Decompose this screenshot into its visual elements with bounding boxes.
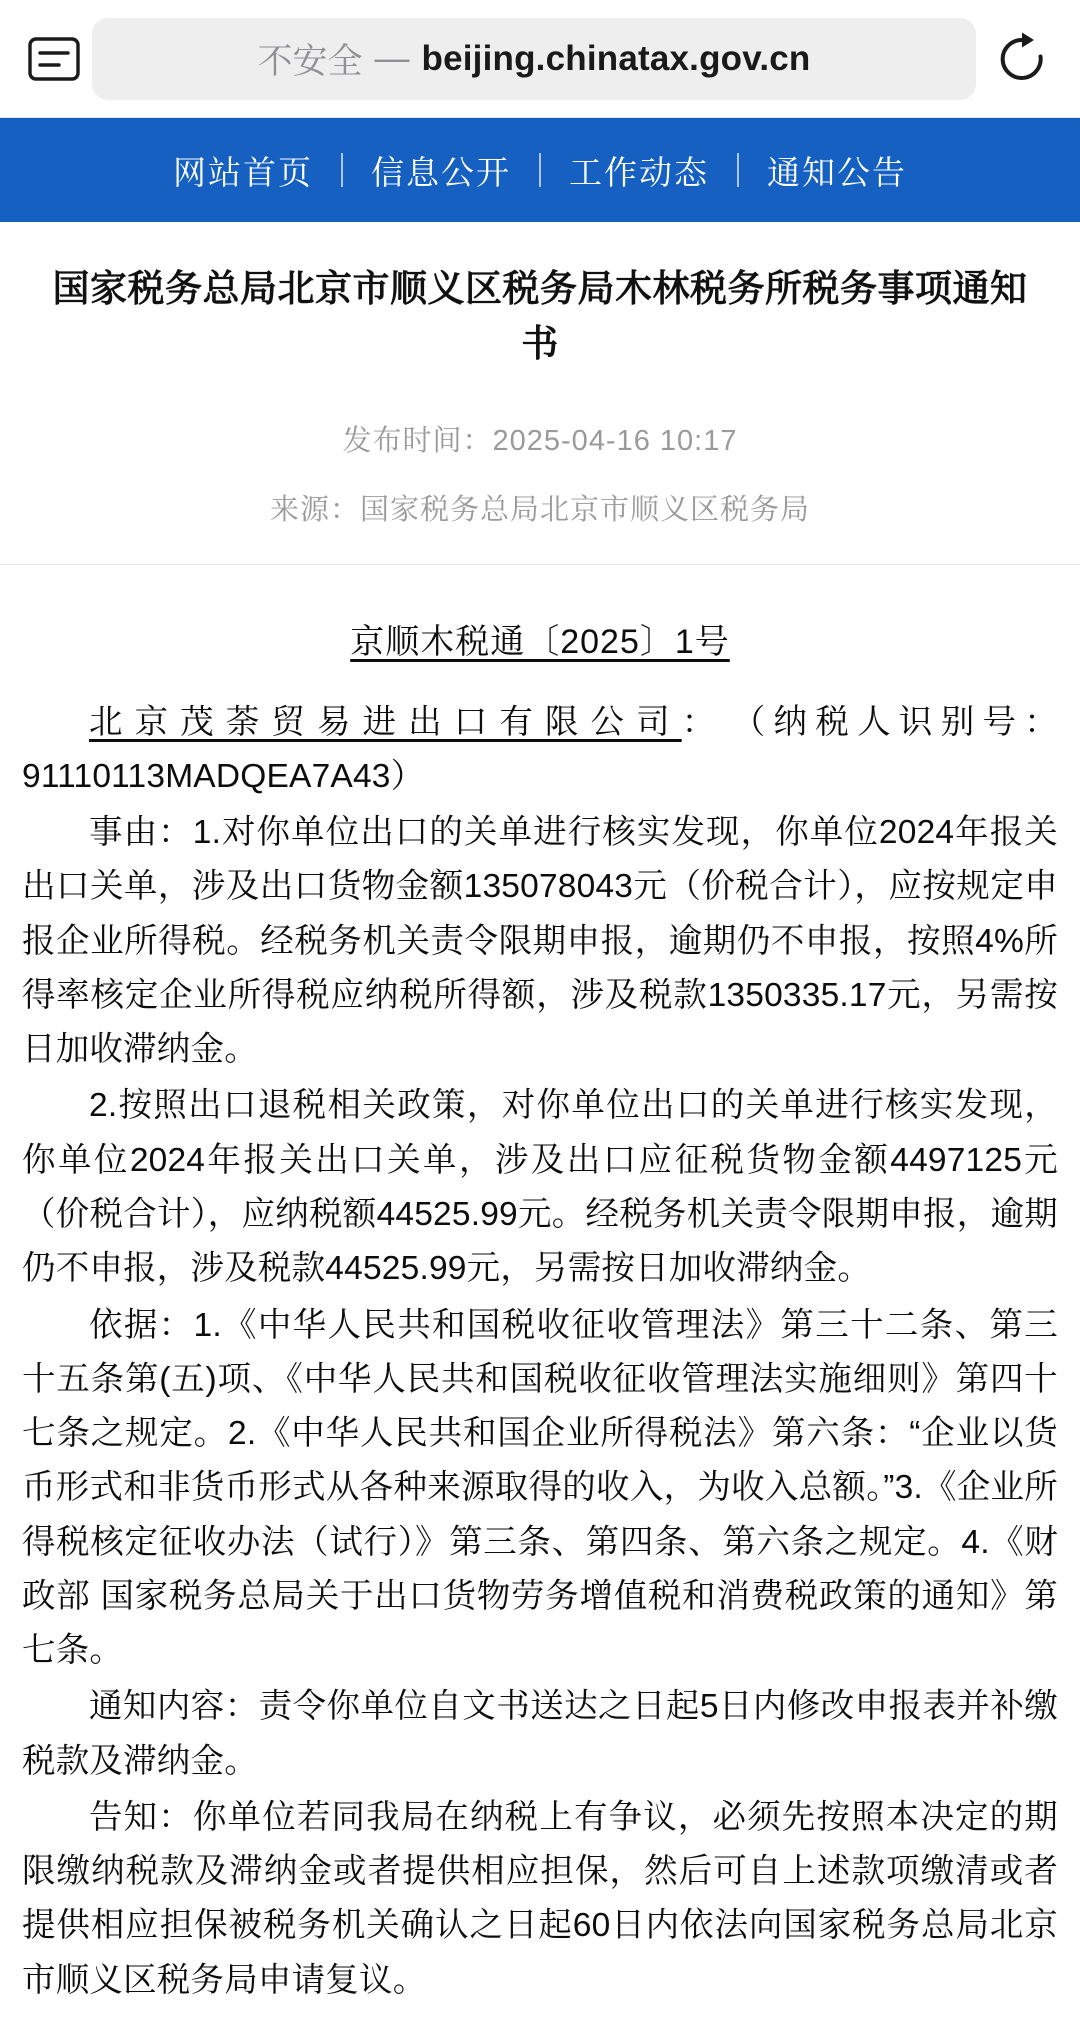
publish-time-value: 2025-04-16 10:17 — [492, 424, 738, 457]
nav-item-home[interactable]: 网站首页 — [173, 153, 313, 191]
browser-toolbar — [0, 0, 1080, 118]
article-body — [0, 565, 1080, 2040]
article-source — [34, 487, 1046, 528]
paragraph-basis: 依据：1.《中华人民共和国税收征收管理法》第三十二条、第三十五条第(五)项、《中华人民共和国税收征收管理法实施细则》第四十七条之规定。2.《中华人民共和国企业所得税法》第六条：“企业以货币形式和非货币形式从各种来源取得的收入，为收入总额。”3.《企业所得税核定征收办法（试行）》第三条、第四条、第六条之规定。4.《财政部 国家税务总局关于出口货物劳务增值税和消费税政策的通知》第七条。 — [22, 1306, 1058, 1670]
url-host-label: beijing.chinatax.gov.cn — [421, 38, 811, 78]
nav-item-information-disclosure[interactable]: 信息公开 — [371, 153, 511, 191]
site-navigation — [0, 118, 1080, 222]
page-title: 国家税务总局北京市顺义区税务局木林税务所税务事项通知书 — [52, 268, 1028, 364]
security-warning-label: 不安全 — [257, 41, 363, 81]
reader-view-icon[interactable] — [26, 31, 82, 87]
taxpayer-id: ： （纳税人识别号：91110113MADQEA7A43） — [22, 703, 1059, 795]
publish-time — [34, 418, 1046, 459]
reload-icon[interactable] — [990, 27, 1054, 91]
document-number: 京顺木税通〔2025〕1号 — [350, 622, 730, 661]
paragraph-notice-content: 通知内容：责令你单位自文书送达之日起5日内修改申报表并补缴税款及滞纳金。 — [22, 1688, 1058, 1780]
source-label: 来源： — [269, 493, 360, 526]
nav-item-work-updates[interactable]: 工作动态 — [569, 153, 709, 191]
nav-item-announcements[interactable]: 通知公告 — [767, 153, 907, 191]
paragraph-advisory: 告知：你单位若同我局在纳税上有争议，必须先按照本决定的期限缴纳税款及滞纳金或者提供相应担保，然后可自上述款项缴清或者提供相应担保被税务机关确认之日起60日内依法向国家税务总局北京市顺义区税务局申请复议。 — [22, 1798, 1058, 1999]
article-header — [0, 222, 1080, 565]
publish-time-label: 发布时间： — [342, 424, 493, 457]
address-separator: — — [374, 38, 410, 78]
company-name: 北京茂荼贸易进出口有限公司 — [89, 703, 682, 741]
paragraph-reason-1: 事由：1.对你单位出口的关单进行核实发现，你单位2024年报关出口关单，涉及出口货物金额135078043元（价税合计），应按规定申报企业所得税。经税务机关责令限期申报，逾期仍不申报，按照4%所得率核定企业所得税应纳税所得额，涉及税款1350335.17元，另需按日加收滞纳金。 — [22, 814, 1058, 1069]
address-bar[interactable] — [92, 18, 976, 100]
source-value: 国家税务总局北京市顺义区税务局 — [360, 493, 811, 526]
recipient-line — [22, 696, 1058, 805]
paragraph-reason-2: 2.按照出口退税相关政策，对你单位出口的关单进行核实发现，你单位2024年报关出口关单，涉及出口应征税货物金额4497125元（价税合计），应纳税额44525.99元。经税务机关责令限期申报，逾期仍不申报，涉及税款44525.99元，另需按日加收滞纳金。 — [22, 1087, 1058, 1288]
